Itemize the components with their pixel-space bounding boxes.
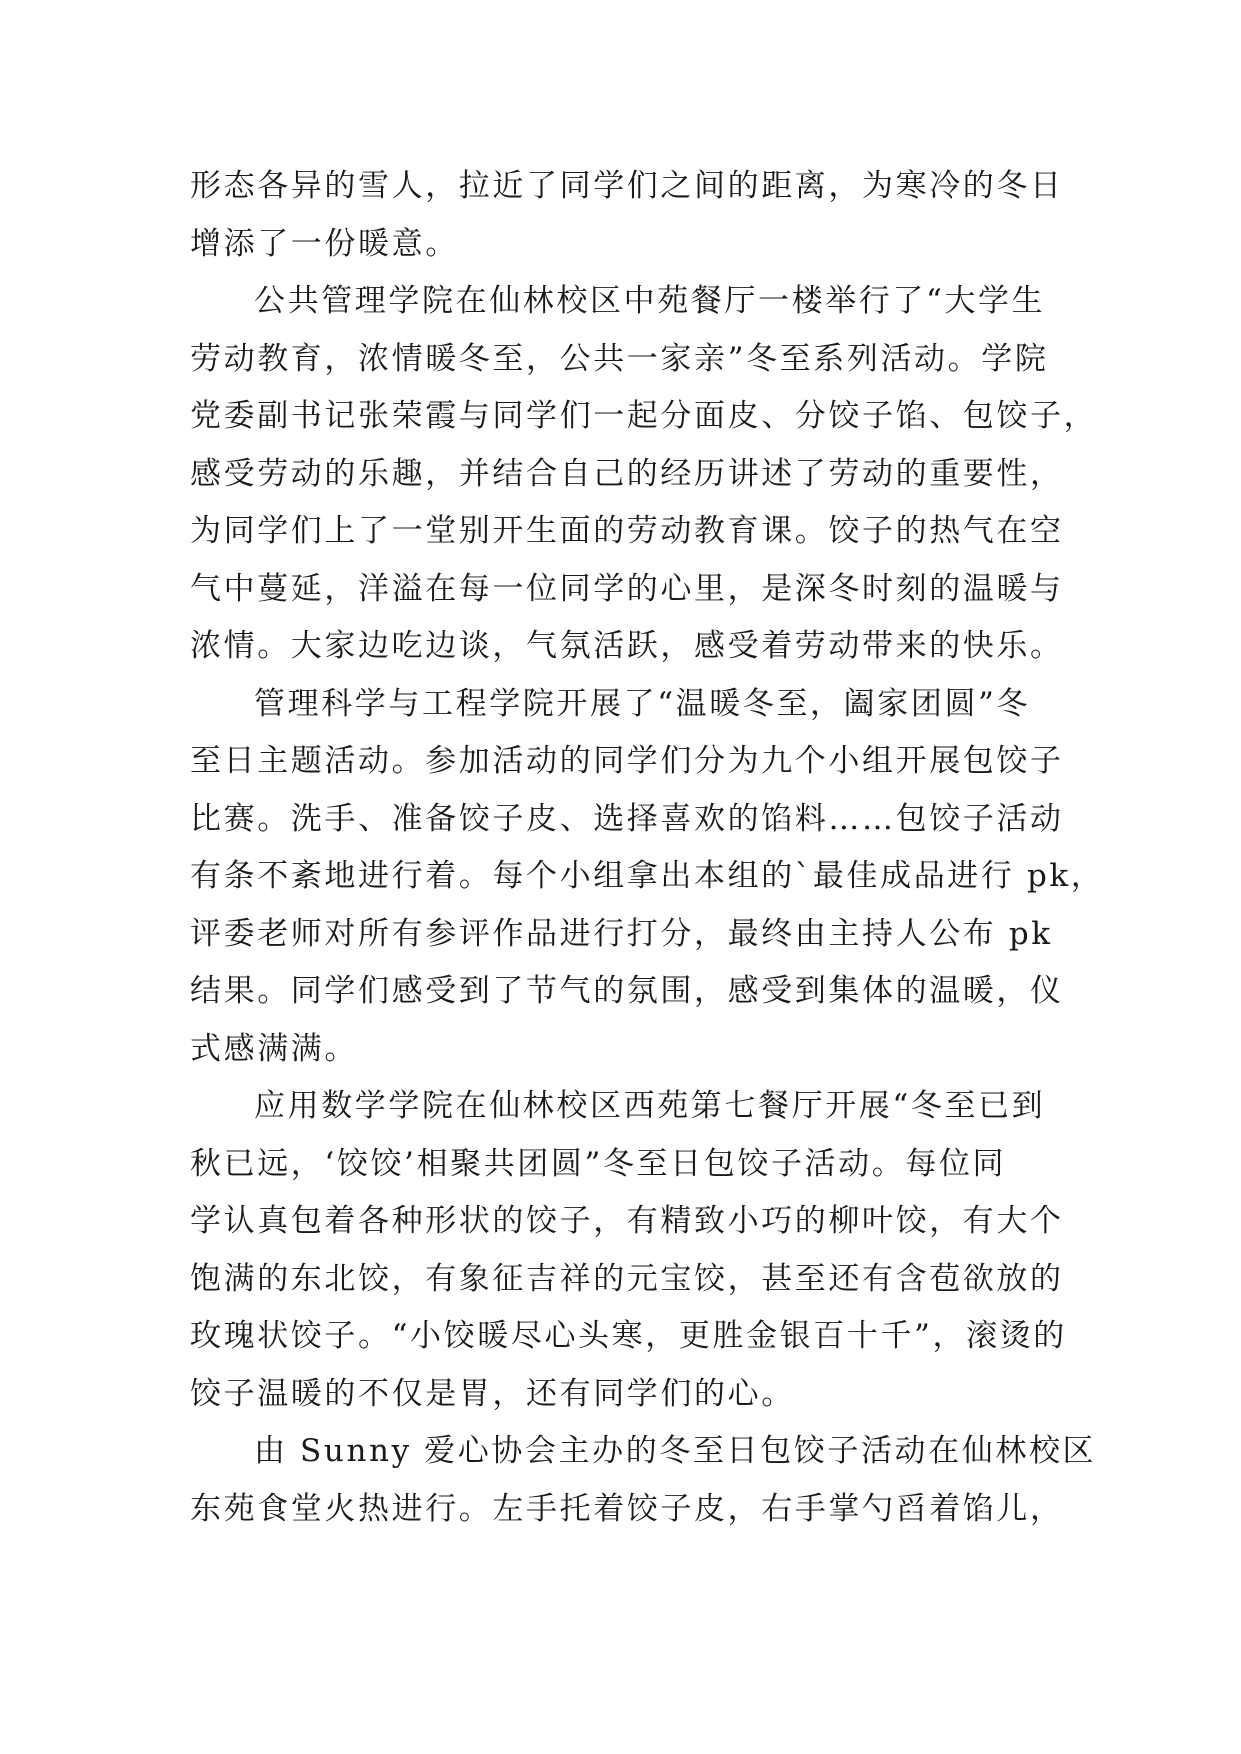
text-line: 结果。同学们感受到了节气的氛围，感受到集体的温暖，仪 [190, 973, 1064, 1009]
paragraph-start-line: 管理科学与工程学院开展了“温暖冬至，阖家团圆”冬 [254, 685, 1031, 722]
text-line: 饱满的东北饺，有象征吉祥的元宝饺，甚至还有含苞欲放的 [190, 1260, 1064, 1297]
text-line: 党委副书记张荣霞与同学们一起分面皮、分饺子馅、包饺子， [190, 398, 1098, 434]
text-line: 气中蔓延，洋溢在每一位同学的心里，是深冬时刻的温暖与 [190, 570, 1064, 607]
paragraph-start-line: 应用数学学院在仙林校区西苑第七餐厅开展“冬至已到 [254, 1088, 1046, 1124]
text-line: 为同学们上了一堂别开生面的劳动教育课。饺子的热气在空 [190, 513, 1064, 549]
text-line: 玫瑰状饺子。“小饺暖尽心头寒，更胜金银百十千”，滚烫的 [190, 1318, 1067, 1354]
paragraph-start-line: 公共管理学院在仙林校区中苑餐厅一楼举行了“大学生 [254, 283, 1046, 319]
text-line: 比赛。洗手、准备饺子皮、选择喜欢的馅料……包饺子活动 [190, 800, 1064, 837]
text-line: 至日主题活动。参加活动的同学们分为九个小组开展包饺子 [190, 743, 1064, 779]
text-line: 浓情。大家边吃边谈，气氛活跃，感受着劳动带来的快乐。 [190, 628, 1064, 664]
text-line: 东苑食堂火热进行。左手托着饺子皮，右手掌勺舀着馅儿， [190, 1490, 1064, 1527]
text-line: 式感满满。 [190, 1030, 358, 1067]
text-line: 秋已远，‘饺饺’相聚共团圆”冬至日包饺子活动。每位同 [190, 1145, 1007, 1182]
article-body [190, 158, 1105, 1538]
text-line: 评委老师对所有参评作品进行打分，最终由主持人公布 pk [190, 915, 1053, 952]
text-line: 有条不紊地进行着。每个小组拿出本组的`最佳成品进行 pk， [190, 858, 1105, 894]
text-line: 饺子温暖的不仅是胃，还有同学们的心。 [190, 1375, 795, 1412]
text-line: 感受劳动的乐趣，并结合自己的经历讲述了劳动的重要性， [190, 455, 1064, 492]
paragraph-start-line: 由 Sunny 爱心协会主办的冬至日包饺子活动在仙林校区 [254, 1433, 1097, 1469]
text-line: 增添了一份暖意。 [190, 225, 459, 262]
text-line: 学认真包着各种形状的饺子，有精致小巧的柳叶饺，有大个 [190, 1203, 1064, 1239]
text-line: 劳动教育，浓情暖冬至，公共一家亲”冬至系列活动。学院 [190, 340, 1049, 377]
text-line: 形态各异的雪人，拉近了同学们之间的距离，为寒冷的冬日 [190, 168, 1064, 204]
